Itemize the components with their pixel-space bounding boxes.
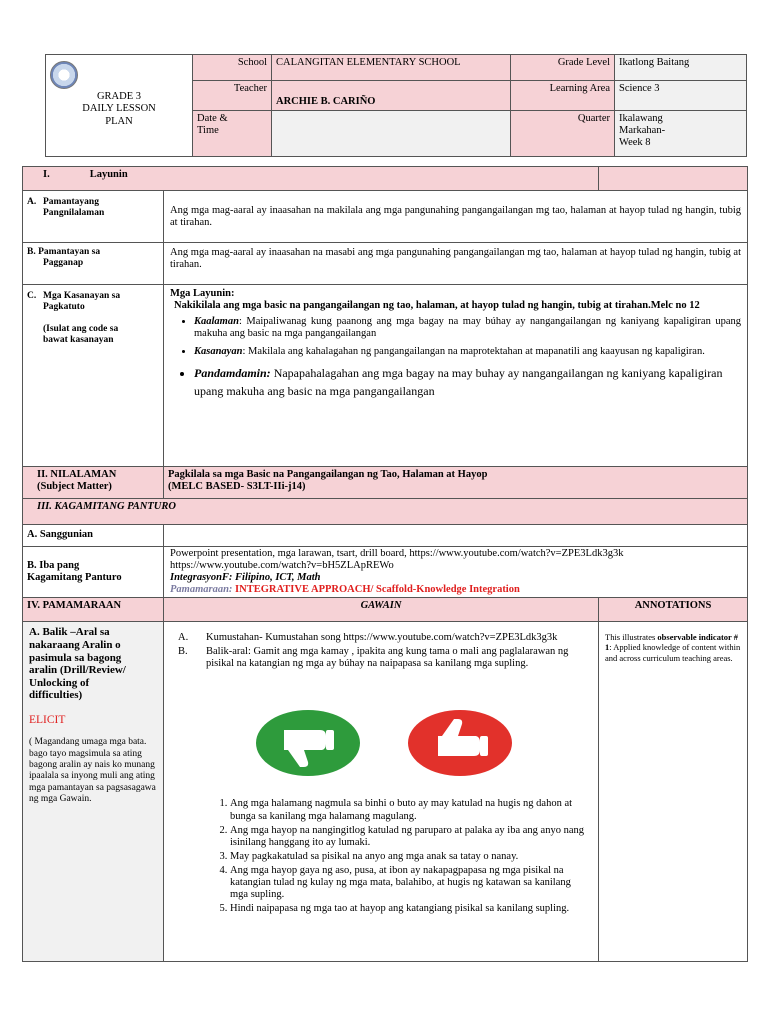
pagganap-label: B. Pamantayan sa Pagganap xyxy=(23,243,164,285)
nilalaman-text: Pagkilala sa mga Basic na Pangangailangan ng Tao, Halaman at Hayop (MELC BASED- S3LT-IIi-j14) xyxy=(164,467,748,499)
sanggunian-label: A. Sanggunian xyxy=(23,525,164,547)
quarter-label: Quarter xyxy=(511,111,615,157)
sanggunian-value xyxy=(164,525,748,547)
greeting-text: ( Magandang umaga mga bata. bago tayo magsimula sa ating bagong aralin ay nais ko munang ipaalala sa inyong muli ang ating mga pamantayan sa pagsasagawa ng mga Gawain. xyxy=(29,737,156,805)
pamantayang-text: Ang mga mag-aaral ay inaasahan na makilala ang mga pangunahing pangangailangan mg tao, halaman at hayop tulad ng hangin, tubig at tirahan. xyxy=(164,191,748,243)
grade-level-value: Ikatlong Baitang xyxy=(615,55,747,81)
teacher-label: Teacher xyxy=(193,81,272,111)
grade-title: GRADE 3 DAILY LESSON PLAN xyxy=(82,91,156,127)
school-value: CALANGITAN ELEMENTARY SCHOOL xyxy=(272,55,511,81)
pamamaraan-heading: IV. PAMAMARAAN xyxy=(23,598,164,622)
main-table xyxy=(22,166,748,962)
learning-area-label: Learning Area xyxy=(511,81,615,111)
thumbs-images xyxy=(178,710,590,776)
list-item: • Kasanayan: Makilala ang kahalagahan ng pangangailangan na maprotektahan at mapanatili ang kaayusan ng kapaligiran. xyxy=(194,346,741,358)
kasanayan-label: C. Mga Kasanayan sa Pagkatuto (Isulat ang code sa bawat kasanayan xyxy=(23,285,164,467)
gawain-heading: GAWAIN xyxy=(164,598,599,622)
list-item: 4. Ang mga hayop gaya ng aso, pusa, at ibon ay nakapagpapasa ng mga pisikal na katangian tulad ng kulay ng mga mata, balahibo, at hugis ng katawan sa kanilang mga supling. xyxy=(230,865,590,901)
list-item: • Kaalaman: Maipaliwanag kung paanong ang mga bagay na may búhay ay nangangailangan ng kaniyang kapaligiran upang makuha ang basic na mga pangangailangan xyxy=(194,316,741,340)
iba-content: Powerpoint presentation, mga larawan, tsart, drill board, https://www.youtube.com/watch?v=ZPE3Ldk3g3k https://www.youtube.com/watch?v=bH5ZLApREWo IntegrasyonF: Filipino, ICT, Math Pamamaraan: INTEGRATIVE APPROACH/ Scaffold-Knowledge Integration xyxy=(164,547,748,598)
school-label: School xyxy=(193,55,272,81)
thumbs-up-icon xyxy=(408,710,512,776)
annotations-heading: ANNOTATIONS xyxy=(599,598,748,622)
elicit-label: ELICIT xyxy=(29,714,66,727)
grade-level-label: Grade Level xyxy=(511,55,615,81)
layunin-heading: I. Layunin xyxy=(23,167,599,191)
list-item: 5. Hindi naipapasa ng mga tao at hayop ang katangiang pisikal sa kanilang supling. xyxy=(230,903,590,915)
kasanayan-text: Nakikilala ang mga basic na pangangailangan ng tao, halaman, at hayop tulad ng hangin, tubig at tirahan.Melc no 12 xyxy=(174,300,700,312)
balik-aral-cell: A. Balik –Aral sa nakaraang Aralin o pasimula sa bagong aralin (Drill/Review/ Unlocking of difficulties) ELICIT ( Magandang umaga mga bata. bago tayo magsimula sa ating bagong aralin ay nais ko munang ipaalala sa inyong muli ang ating mga pamantayan sa pagsasagawa ng mga Gawain. xyxy=(23,622,164,962)
learning-area-value: Science 3 xyxy=(615,81,747,111)
list-item: • Pandamdamin: Napapahalagahan ang mga bagay na may buhay ay nangangailangan ng kaniyang kapaligiran upang makuha ang basic na mga pangangailangan xyxy=(194,364,741,400)
kagamitan-heading: III. KAGAMITANG PANTURO xyxy=(23,499,748,525)
kasanayan-content: Mga Layunin: Nakikilala ang mga basic na pangangailangan ng tao, halaman, at hayop tulad ng hangin, tubig at tirahan.Melc no 12 • Kaalaman: Maipaliwanag kung paanong ang mga bagay na may búhay ay nangangailangan ng kaniyang kapaligiran upang makuha ang basic na mga pangangailangan • Kasanayan: Makilala ang kahalagahan ng pangangailangan na maprotektahan at mapanatili ang kaayusan ng kapaligiran. • Pandamdamin: Napapahalagahan ang mga bagay na may buhay ay nangangailangan ng kaniyang kapaligiran upang makuha ang basic na mga pangangailangan xyxy=(164,285,748,467)
pamamaraan-line: Pamamaraan: INTEGRATIVE APPROACH/ Scaffold-Knowledge Integration xyxy=(170,584,520,596)
item-b: B. Balik-aral: Gamit ang mga kamay , ipakita ang kung tama o mali ang paglalarawan ng pisikal na katangian ng mga ay búhay na naipapasa sa kanilang mga supling. xyxy=(178,646,569,670)
statement-list xyxy=(178,798,590,915)
date-value xyxy=(272,111,511,157)
header-table xyxy=(45,54,747,157)
item-a: A. Kumustahan- Kumustahan song https://www.youtube.com/watch?v=ZPE3Ldk3g3k xyxy=(178,632,558,644)
objectives-list xyxy=(170,316,741,400)
list-item: 2. Ang mga hayop na nangingitlog katulad ng paruparo at palaka ay iba ang anyo nang isinilang hanggang ito ay lumaki. xyxy=(230,825,590,849)
annotation-cell: This illustrates observable indicator # 1: Applied knowledge of content within and across curriculum teaching areas. xyxy=(599,622,748,962)
nilalaman-label: II. NILALAMAN (Subject Matter) xyxy=(23,467,164,499)
list-item: 1. Ang mga halamang nagmula sa binhi o buto ay may katulad na hugis ng dahon at bunga sa kanilang mga halamang magulang. xyxy=(230,798,590,822)
gawain-content xyxy=(164,622,599,962)
grade-cell xyxy=(46,55,193,157)
teacher-value: ARCHIE B. CARIÑO xyxy=(272,81,511,111)
pagganap-text: Ang mga mag-aaral ay inaasahan na masabi ang mga pangunahing pangangailangan mg tao, halaman at hayop tulad ng hangin, tubig at tirahan. xyxy=(164,243,748,285)
date-label: Date & Time xyxy=(193,111,272,157)
layunin-annotation-cell xyxy=(599,167,748,191)
thumbs-down-icon xyxy=(256,710,360,776)
list-item: 3. May pagkakatulad sa pisikal na anyo ang mga anak sa tatay o nanay. xyxy=(230,851,590,863)
quarter-value: Ikalawang Markahan- Week 8 xyxy=(615,111,747,157)
deped-seal-icon xyxy=(50,61,78,89)
pamantayang-label: A. Pamantayang Pangnilalaman xyxy=(23,191,164,243)
iba-label: B. Iba pang Kagamitang Panturo xyxy=(23,547,164,598)
